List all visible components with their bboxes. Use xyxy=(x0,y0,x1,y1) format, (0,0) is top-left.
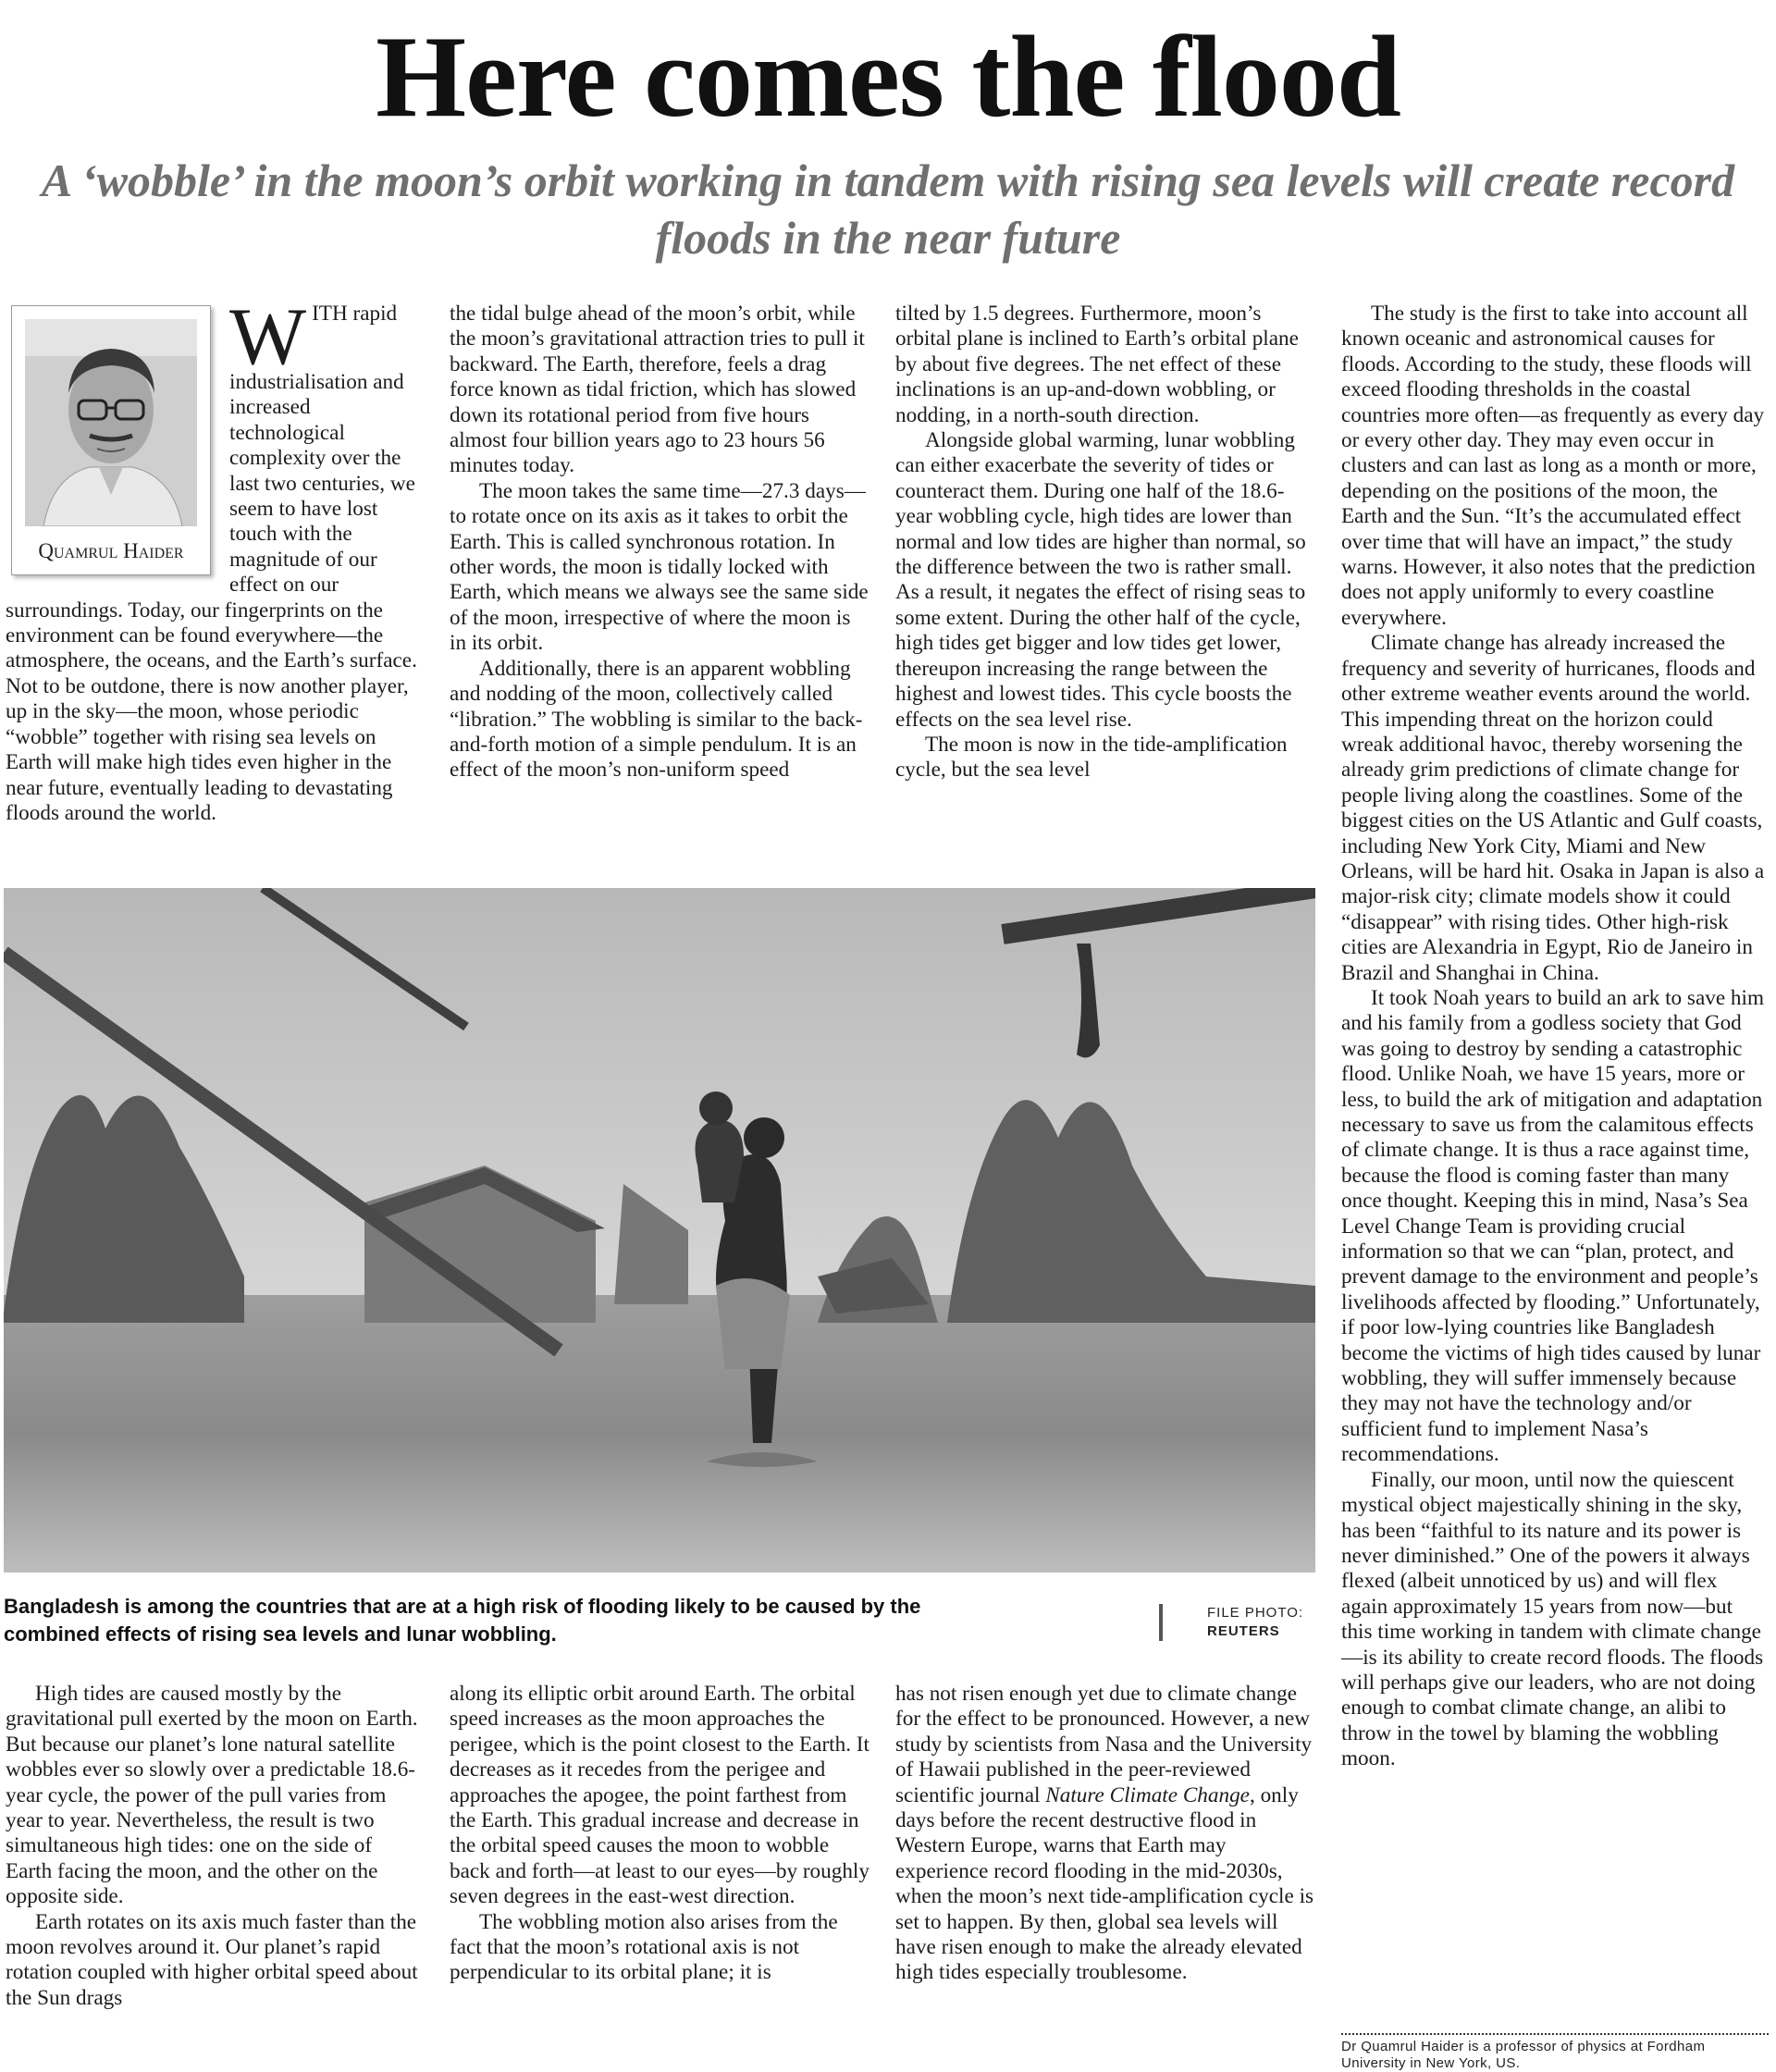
intro-text: rapid industrialisation and increased technological complexity over the last two centuries, we seem to have lost touch with the magnitude of our effect on our surroundings. Today, our fingerprints on the environment can be found everywhere—the atmosphere, the oceans, and the Earth’s surface. Not to be outdone, there is now another player, up in the sky—the moon, whose periodic “wobble” together with rising sea levels on Earth will make high tides even higher in the near future, eventually leading to devastating floods around the world. xyxy=(6,302,417,825)
text-span: has not risen enough yet due to climate change for the effect to be pronounced. However, a new study by scientists from Nasa and the University of Hawaii published in the peer-reviewed scientific journal xyxy=(895,1682,1313,1807)
paragraph: Finally, our moon, until now the quiescent mystical object majestically shining in the sky, has been “faithful to its nature and its power is never diminished.” One of the powers it always flexed (albeit unnoticed by us) and will flex again approximately 15 years from now—but this time working in tandem with climate change—is its ability to create record floods. The floods will perhaps give our leaders, who are not doing enough to combat climate change, an alibi to throw in the towel by blaming the wobbling moon. xyxy=(1341,1467,1764,1771)
column-3-top xyxy=(895,302,1315,783)
paragraph: the tidal bulge ahead of the moon’s orbit, while the moon’s gravitational attraction tries to pull it backward. The Earth, therefore, feels a drag force known as tidal friction, which has slowed down its rotational period from five hours almost four billion years ago to 23 hours 56 minutes today. xyxy=(450,302,865,478)
dropcap: W xyxy=(229,292,307,382)
photo-caption: Bangladesh is among the countries that are at a high risk of flooding likely to be caused by the combined effects of rising sea levels and lunar wobbling. xyxy=(4,1595,921,1646)
flood-scene-image xyxy=(4,888,1315,1572)
author-portrait-image xyxy=(25,319,197,526)
author-photo xyxy=(25,319,197,526)
text-span: , only days before the recent destructive flood in Western Europe, warns that Earth may experience record flooding in the mid-2030s, when the moon’s next tide-amplification cycle is set to happen. By then, global sea levels will have risen enough to make the already elevated high tides especially troublesome. xyxy=(895,1782,1314,1985)
journal-title: Nature Climate Change xyxy=(1045,1782,1250,1807)
paragraph: along its elliptic orbit around Earth. The orbital speed increases as the moon approaches the perigee, which is the point closest to the Earth. It decreases as it recedes from the perigee and approaches the apogee, the point farthest from the Earth. This gradual increase and decrease in the orbital speed causes the moon to wobble back and forth—at least to our eyes—by roughly seven degrees in the east-west direction. xyxy=(450,1682,870,1909)
author-bio: Dr Quamrul Haider is a professor of physics at Fordham University in New York, US. xyxy=(1341,2039,1706,2071)
paragraph: Earth rotates on its axis much faster than the moon revolves around it. Our planet’s rapid rotation coupled with higher orbital speed about the Sun drags xyxy=(6,1909,418,2010)
dropcap-rest: ITH xyxy=(312,302,348,326)
column-2-top xyxy=(450,302,870,783)
paragraph: The wobbling motion also arises from the fact that the moon’s rotational axis is not perpendicular to its orbital plane; it is xyxy=(450,1909,838,1985)
paragraph: It took Noah years to build an ark to save him and his family from a godless society that God was going to destroy by sending a catastrophic flood. Unlike Noah, we have 15 years, more or less, to build the ark of mitigation and adaptation necessary to save us from the calamitous effects of climate change. It is thus a race against time, because the flood is coming faster than many once thought. Keeping this in mind, Nasa’s Sea Level Change Team is providing crucial information so that we can “plan, protect, and prevent damage to the environment and people’s livelihoods affected by flooding.” Unfortunately, if poor low-lying countries like Bangladesh become the victims of high tides caused by lunar wobbling, they will suffer immensely because they may not have the technology and/or sufficient fund to implement Nasa’s recommendations. xyxy=(1341,985,1765,1467)
flood-photo xyxy=(4,888,1315,1572)
subheadline: A ‘wobble’ in the moon’s orbit working in tandem with rising sea levels will create record floods in the near future xyxy=(41,154,1735,264)
column-4 xyxy=(1341,302,1769,1772)
column-1-bottom xyxy=(6,1682,424,2011)
photo-credit xyxy=(1207,1604,1316,1641)
paragraph: The moon is now in the tide-amplification cycle, but the sea level xyxy=(895,732,1288,783)
paragraph: Additionally, there is an apparent wobbling and nodding of the moon, collectively called “libration.” The wobbling is similar to the back-and-forth motion of a simple pendulum. It is an effect of the moon’s non-uniform speed xyxy=(450,656,863,783)
paragraph: The study is the first to take into account all known oceanic and astronomical causes for floods. According to the study, these floods will exceed flooding thresholds in the coastal countries more often—as frequently as every day or every other day. They may even occur in clusters and can last as long as a month or more, depending on the positions of the moon, the Earth and the Sun. “It’s the accumulated effect over time that will have an impact,” the study warns. However, it also notes that the prediction does not apply uniformly to every coastline everywhere. xyxy=(1341,302,1765,630)
headline: Here comes the flood xyxy=(376,13,1400,142)
paragraph xyxy=(895,1682,1315,1986)
photo-credit-label: FILE PHOTO: xyxy=(1207,1605,1304,1621)
author-name: Quamrul Haider xyxy=(38,539,184,562)
paragraph: High tides are caused mostly by the gravitational pull exerted by the moon on Earth. But because our planet’s lone natural satellite wobbles ever so slowly over a predictable 18.6-year cycle, the power of the pull varies from year to year. Nevertheless, the result is two simultaneous high tides: one on the side of Earth facing the moon, and the other on the opposite side. xyxy=(6,1682,418,1909)
paragraph: Alongside global warming, lunar wobbling can either exacerbate the severity of tides or counteract them. During one half of the 18.6-year wobbling cycle, high tides are lower than normal and low tides are higher than normal, so the difference between the two is rather small. As a result, it negates the effect of rising seas to some extent. During the other half of the cycle, high tides get bigger and low tides get lower, thereupon increasing the range between the highest and lowest tides. This cycle boosts the effects on the sea level rise. xyxy=(895,428,1306,732)
paragraph: The moon takes the same time—27.3 days—to rotate once on its axis as it takes to orbit the Earth. This is called synchronous rotation. In other words, the moon is tidally locked with Earth, which means we always see the same side of the moon, irrespective of where the moon is in its orbit. xyxy=(450,478,869,656)
column-2-bottom xyxy=(450,1682,870,1986)
column-3-bottom xyxy=(895,1682,1315,1986)
bio-divider xyxy=(1341,2033,1769,2035)
paragraph: Climate change has already increased the frequency and severity of hurricanes, floods and other extreme weather events around the world. This impending threat on the horizon could wreak additional havoc, thereby worsening the already grim predictions of climate change for people living along the coastlines. Some of the biggest cities on the US Atlantic and Gulf coasts, including New York City, Miami and New Orleans, will be hard hit. Osaka in Japan is also a major-risk city; climate models show it could “disappear” with rising tides. Other high-risk cities are Alexandria in Egypt, Rio de Janeiro in Brazil and Shanghai in China. xyxy=(1341,631,1765,985)
photo-credit-source: REUTERS xyxy=(1207,1623,1280,1639)
paragraph: tilted by 1.5 degrees. Furthermore, moon’s orbital plane is inclined to Earth’s orbital plane by about five degrees. The net effect of these inclinations is an up-and-down wobbling, or nodding, in a north-south direction. xyxy=(895,302,1299,427)
author-box xyxy=(11,305,211,575)
credit-divider xyxy=(1159,1604,1163,1641)
